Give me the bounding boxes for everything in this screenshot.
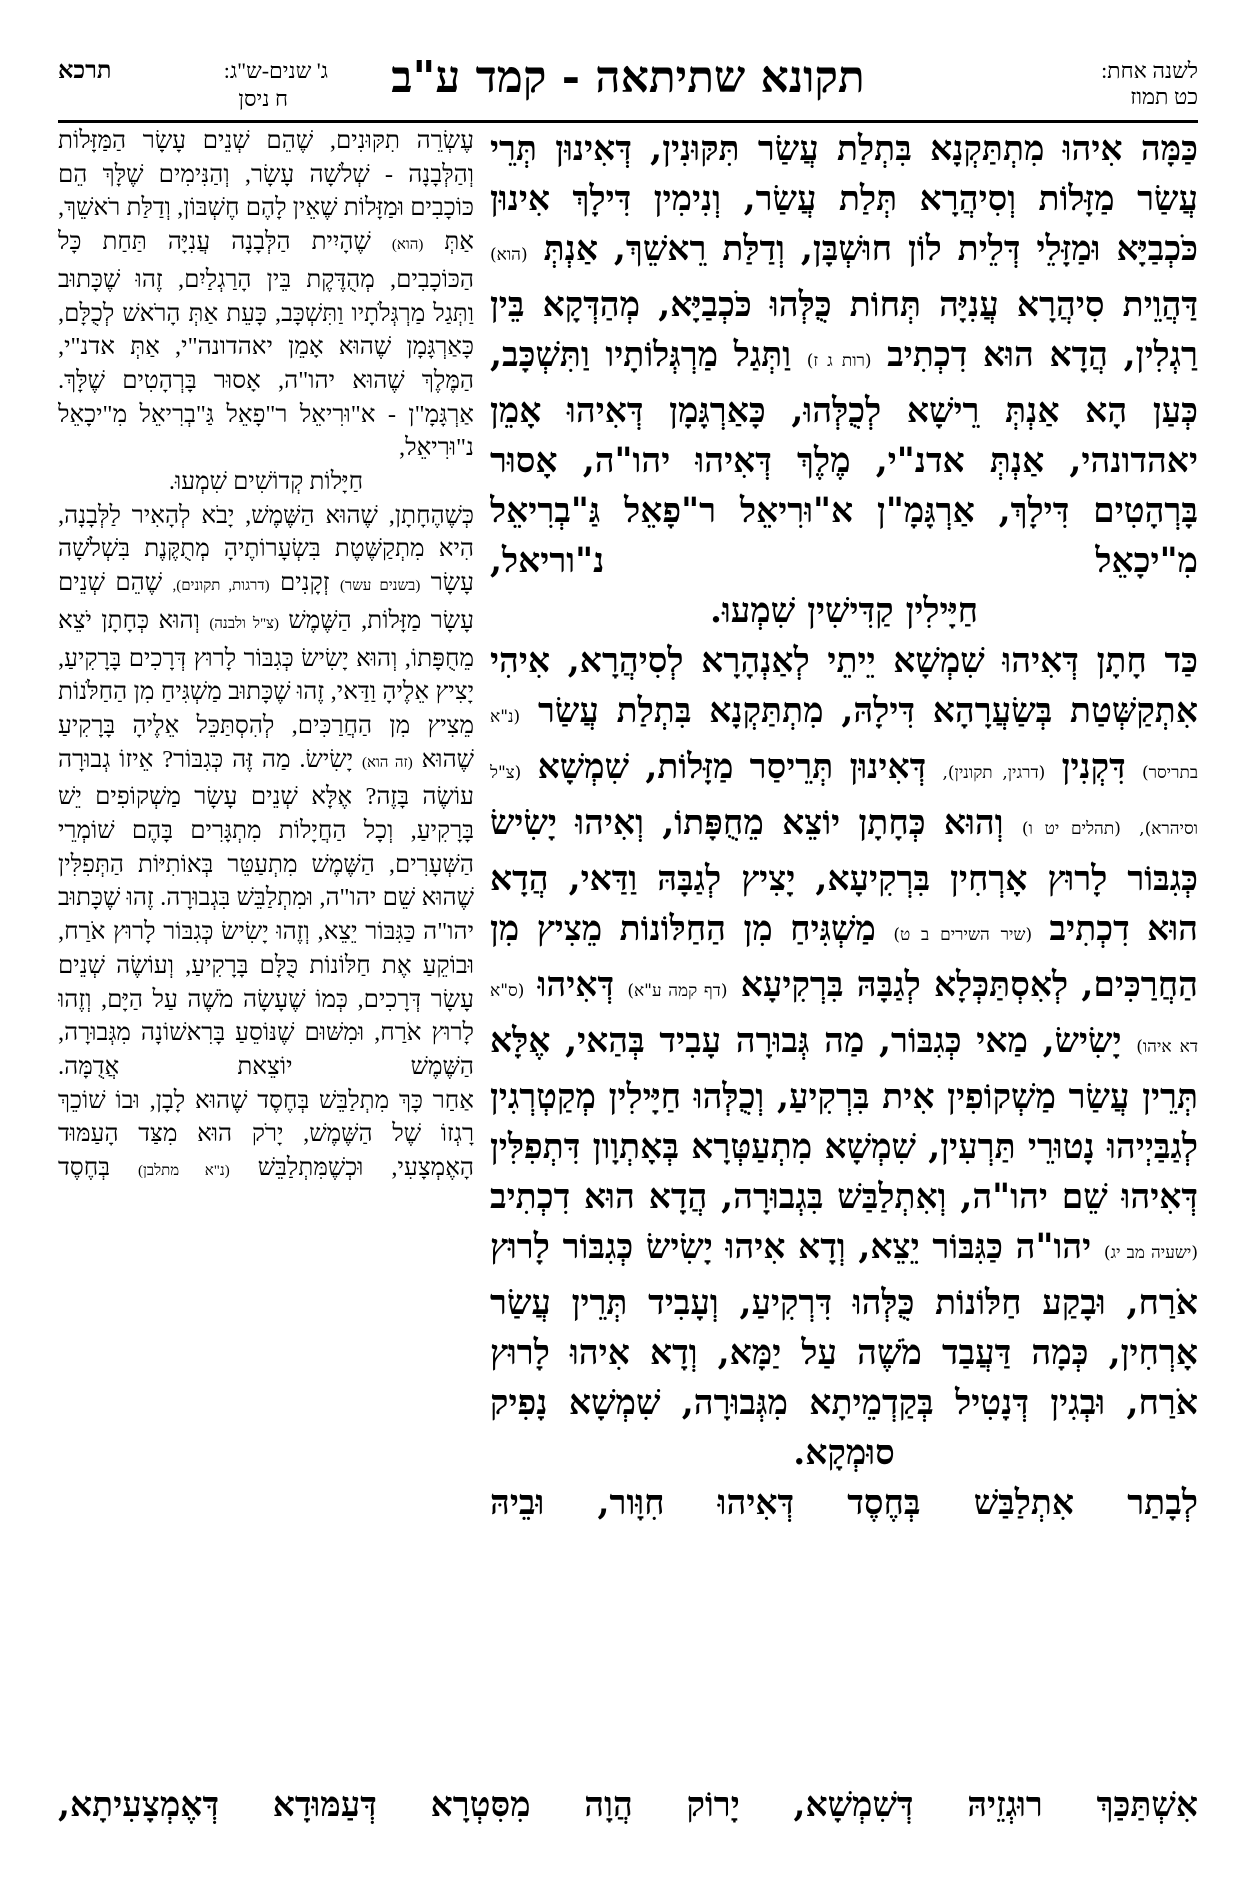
source-reference: (הוא)	[391, 237, 424, 254]
main-paragraph-1	[490, 124, 1198, 586]
source-reference: (צ"ל ולבנה)	[209, 615, 279, 632]
main-paragraph-1-end: חַיָּילִין קַדִּישִׁין שִׁמְעוּ.	[709, 591, 979, 631]
main-text-segment: יָשִׂישׂ, מַאי כְּגִבּוֹר, מַה גְּבוּרָה עָבִיד בְּהַאי, אֶלָּא תְּרֵין עֲשַׂר מַשְׁקוֹפִין אִית בִּרְקִיעַ, וְכֻלְּהוּ חַיָּילִין מְקַטְרְגִין לְגַבַּיְיהוּ נָטוּרֵי תַּרְעִין, שִׁמְשָׁא מִתְעַטְּרָא בְּאָתְוָון דִּתְפִלִּין דְּאִיהוּ שֵׁם יהו"ה, וְאִתְלַבַּשׁ בִּגְבוּרָה, הֲדָא הוּא דִכְתִיב	[490, 1021, 1198, 1217]
folio-number: תרכא	[58, 58, 112, 84]
source-reference: (נ"א מתלבן)	[138, 1163, 230, 1180]
main-paragraph-2-end: סוּמְקָא.	[793, 1433, 895, 1473]
translation-segment: וְהוּא כְּחָתָן יֹצֵא מֵחֻפָּתוֹ, וְהוּא יָשִׂישׂ כְּגִבּוֹר לָרוּץ דְּרָכִים בָּרָקִיעַ, יָצִיץ אֵלֶיהָ וַדַּאי, זֶהוּ שֶׁכָּתוּב מַשְׁגִּיחַ מִן הַחַלֹּנוֹת מֵצִיץ מִן הַחֲרַכִּים, לְהִסְתַּכֵּל אֵלֶיהָ בָּרָקִיעַ שֶׁהוּא	[58, 606, 474, 773]
translation-segment: שֶׁהָיִית הַלְּבָנָה עֲנִיָּה תַּחַת כָּל הַכּוֹכָבִים, מְהֻדֶּקֶת בֵּין הָרַגְלַיִם, זֶהוּ שֶׁכָּתוּב וַתְּגַל מַרְגְּלֹתָיו וַתִּשְׁכָּב, כָּעֵת אַתְּ הָרֹאשׁ לְכֻלָּם, כָּאַרְגָּמָן שֶׁהוּא אָמֵן יאהדונה"י, אַתְּ אדנ"י, הַמֶּלֶךְ שֶׁהוּא יהו"ה, אָסוּר בָּרְהָטִים שֶׁלָּךְ. אַרְגָּמָ"ן - א"וּרִיאֵל ר"פָאֵל גַּ"בְרִיאֵל מִ"יכָאֵל נ"וּרִיאֵל,	[58, 228, 474, 462]
header-right-line2: כט תמוז	[1130, 84, 1198, 109]
translation-segment: עֶשְׂרֵה תִקּוּנִים, שֶׁהֵם שְׁנֵים עָשָׂר הַמַּזָּלוֹת וְהַלְּבָנָה - שְׁלֹשָׁה עָשָׂר, וְהַנִּימִים שֶׁלָּךְ הֵם כּוֹכָבִים וּמַזָּלוֹת שֶׁאֵין לָהֶם חֶשְׁבּוֹן, וְדַלַּת רֹאשֵׁךְ, אַתְּ	[58, 127, 474, 256]
page-header	[58, 50, 1198, 123]
main-paragraph-3: לְבָתַר אִתְלַבַּשׁ בְּחֶסֶד דְּאִיהוּ חִוָּור, וּבֵיהּ	[490, 1483, 1198, 1523]
translation-paragraph-3	[58, 1084, 474, 1189]
source-reference: (ישעיה מב יג)	[1103, 1243, 1198, 1263]
main-text-segment: דְּאִינוּן תְּרֵיסַר מַזָּלוֹת, שִׁמְשָׁא	[537, 747, 927, 787]
main-text-segment: וְהוּא כְּחָתָן יוֹצֵא מֵחֻפָּתוֹ, וְאִיהוּ יָשִׂישׂ כְּגִבּוֹר לָרוּץ אָרְחִין בִּרְקִיעָא, יָצִיץ לְגַבָּהּ וַדַּאי, הֲדָא הוּא דִכְתִיב	[490, 803, 1198, 949]
translation-paragraph-1	[58, 124, 474, 465]
source-reference: (נ"א בתריסר)	[490, 707, 1198, 783]
bottom-continuation-line: אִשְׁתַּכַּךְ רוּגְזֵיהּ דְּשִׁמְשָׁא, יָרוֹק הֲוָה מִסִּטְרָא דְּעַמּוּדָא דְּאֶמְצָעִיתָא,	[58, 1785, 1198, 1825]
main-text-segment: כַּד חָתָן דְּאִיהוּ שִׁמְשָׁא יֵיתֵי לְאַנְהָרָא לְסִיהֲרָא, אִיהִי אִתְקַשְּׁטַת בְּשַׂעֲרָהָא דִּילָהּ, מִתְתַּקְנָא בִּתְלַת עֲשַׂר	[490, 641, 1198, 731]
header-left-line2: ח ניסן	[238, 86, 288, 111]
source-reference: (ס"א דא איהו)	[490, 981, 1198, 1057]
translation-segment: יָשִׂישׂ. מַה זֶּה כְּגִבּוֹר? אֵיזוֹ גְבוּרָה עוֹשֶׂה בָּזֶה? אֶלָּא שְׁנֵים עָשָׂר מַשְׁקוֹפִים יֵשׁ בָּרָקִיעַ, וְכָל הַחֲיָלוֹת מִתְגָּרִים בָּהֶם שׁוֹמְרֵי הַשְּׁעָרִים, הַשֶּׁמֶשׁ מִתְעַטֵּר בְּאוֹתִיּוֹת הַתְּפִלִּין שֶׁהוּא שֵׁם יהו"ה, וּמִתְלַבֵּשׁ בִּגְבוּרָה. זֶהוּ שֶׁכָּתוּב יהו"ה כַּגִּבּוֹר יֵצֵא, וְזֶהוּ יָשִׂישׂ כְּגִבּוֹר לָרוּץ אֹרַח, וּבוֹקֵעַ אֶת חַלּוֹנוֹת כֻּלָּם בָּרָקִיעַ, וְעוֹשֶׂה שְׁנֵים עָשָׂר דְּרָכִים, כְּמוֹ שֶׁעָשָׂה מֹשֶׁה עַל הַיָּם, וְזֶהוּ לָרוּץ אֹרַח, וּמִשּׁוּם שֶׁנּוֹסֵעַ בָּרִאשׁוֹנָה מִגְּבוּרָה, הַשֶּׁמֶשׁ יוֹצֵאת אֲדֻמָּה.	[58, 745, 474, 1080]
source-reference: (דרגין, תקונין),	[942, 763, 1046, 783]
source-reference: (תהלים יט ו)	[1021, 819, 1121, 839]
main-text-segment: דִּקְנִין	[1061, 747, 1126, 787]
source-reference: (בשנים עשר)	[339, 578, 421, 595]
main-text-segment: כַּמָּה אִיהוּ מִתְתַּקְנָא בִּתְלַת עֲשַׂר תִּקּוּנִין, דְּאִינוּן תְּרֵי עֲשַׂר מַזָּלוֹת וְסִיהֲרָא תְּלַת עֲשַׂר, וְנִימִין דִּילָךְ אִינוּן כֹּכְבַיָּא וּמַזָּלֵי דְּלֵית לוֹן חוּשְׁבָּן, וְדַלַּת רֵאשֵׁךְ, אַנְתְּ	[490, 129, 1198, 269]
main-text-segment: וַתְּגַל מַרְגְּלוֹתָיו וַתִּשְׁכָּב, כְּעַן הָא אַנְתְּ רֵישָׁא לְכֻלְּהוּ, כָּאַרְגָּמָן דְּאִיהוּ אָמֵן יאהדונהי, אַנְתְּ אדנ"י, מֶלֶךְ דְּאִיהוּ יהו"ה, אָסוּר בָּרְהָטִים דִּילָךְ, אַרְגָּמָ"ן א"וּרִיאֵל ר"פָאֵל גַּ"בְרִיאֵל מִ"יכָאֵל נ"וריאל,	[490, 335, 1198, 581]
translation-segment: שֶׁהֵם שְׁנֵים עָשָׂר מַזָּלוֹת, הַשֶּׁמֶשׁ	[58, 569, 474, 634]
source-reference: (צ"ל וסיהרא),	[490, 763, 1198, 839]
header-right-line1: לשנה אחת:	[1101, 58, 1198, 83]
page-title: תקונא שתיתאה - קמד ע"ב	[391, 52, 865, 103]
translation-segment: זְקָנִים	[279, 569, 330, 597]
main-text-segment: דַּהֲוֵית סִיהֲרָא עֲנִיָּה תְּחוֹת כֻּלְּהוּ כֹּכְבַיָּא, מְהַדְּקָא בֵּין רַגְלִין, הֲדָא הוּא דִכְתִיב	[490, 285, 1198, 375]
translation-segment: בְּחֶסֶד	[58, 1154, 111, 1182]
source-reference: (רות ג ז)	[806, 351, 872, 371]
source-reference: (הוא)	[490, 245, 528, 265]
header-left-line1: ג' שנים-ש"ג:	[223, 58, 328, 83]
translation-column	[58, 124, 474, 1779]
translation-paragraph-2	[58, 499, 474, 1084]
source-reference: (דף קמה ע"א)	[627, 981, 728, 1001]
translation-segment: אַחַר כָּךְ מִתְלַבֵּשׁ בְּחֶסֶד שֶׁהוּא לָבָן, וּבוֹ שׁוֹכֵךְ רָגְזוֹ שֶׁל הַשֶּׁמֶשׁ, יָרֹק הוּא מִצַּד הָעַמּוּד הָאֶמְצָעִי, וּכְשֶׁמִּתְלַבֵּשׁ	[58, 1086, 474, 1182]
main-text-segment: יהו"ה כַּגִּבּוֹר יֵצֵא, וְדָא אִיהוּ יָשִׂישׂ כְּגִבּוֹר לָרוּץ אֹרַח, וּבָקַע חַלּוֹנוֹת כֻּלְּהוּ דִּרְקִיעַ, וְעָבִיד תְּרֵין עֲשַׂר אָרְחִין, כְּמָה דַּעֲבַד מֹשֶׁה עַל יַמָּא, וְדָא אִיהוּ לָרוּץ אֹרַח, וּבְגִין דְּנָטִיל בְּקַדְמֵיתָא מִגְּבוּרָה, שִׁמְשָׁא נָפִיק	[490, 1227, 1198, 1423]
source-reference: (זה הוא)	[361, 754, 413, 771]
main-paragraph-2	[490, 636, 1198, 1428]
translation-paragraph-1-end: חַיָּלוֹת קְדוֹשִׁים שִׁמְעוּ.	[168, 468, 364, 496]
main-text-column	[490, 124, 1198, 1779]
main-text-segment: מַשְׁגִּיחַ מִן הַחַלּוֹנוֹת מֵצִיץ מִן הַחֲרַכִּים, לְאִסְתַּכְּלָא לְגַבָּהּ בִּרְקִיעָא	[490, 909, 1198, 1005]
translation-segment: כְּשֶׁהֶחָתָן, שֶׁהוּא הַשֶּׁמֶשׁ, יָבֹא לְהָאִיר לַלְּבָנָה, הִיא מִתְקַשֶּׁטֶת בִּשְׂעָרוֹתֶיהָ מְתֻקֶּנֶת בִּשְׁלֹשָׁה עָשָׂר	[58, 501, 474, 597]
text-columns	[58, 124, 1198, 1779]
source-reference: (שיר השירים ב ט)	[893, 925, 1033, 945]
source-reference: (דרגות, תקונים),	[172, 578, 270, 595]
main-text-segment: דְּאִיהוּ	[537, 965, 615, 1005]
